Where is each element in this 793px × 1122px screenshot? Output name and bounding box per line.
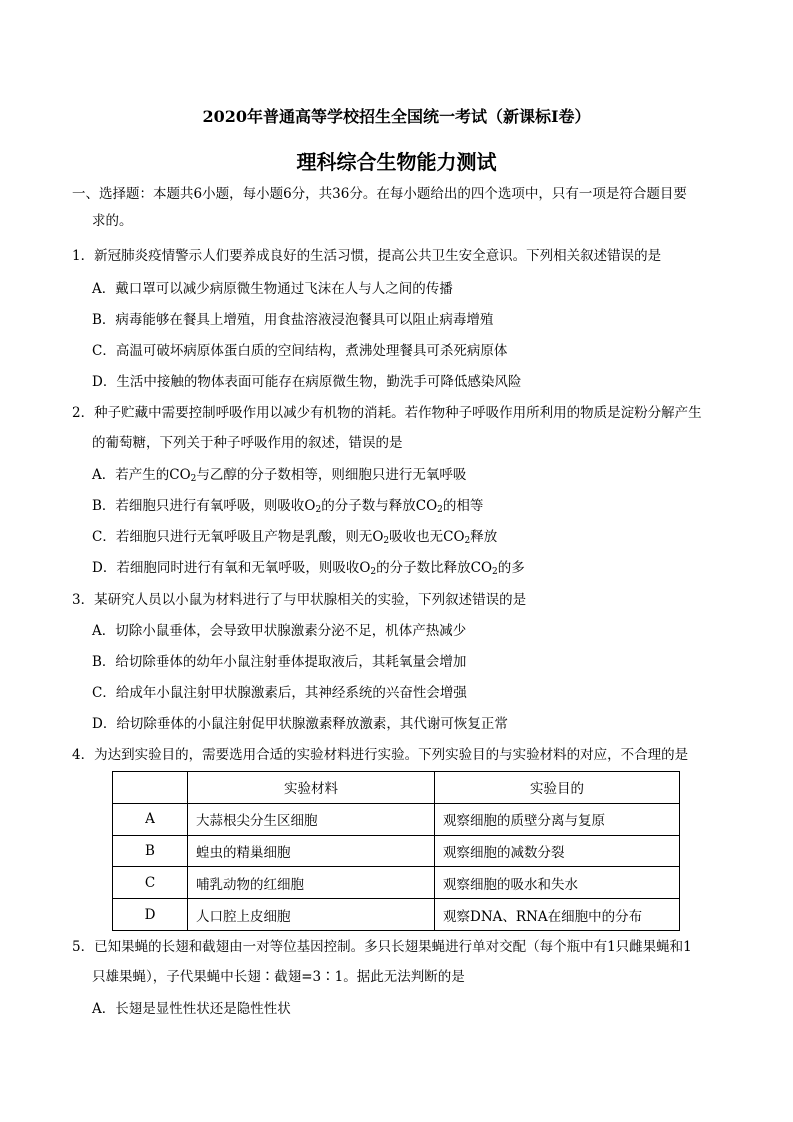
table-cell-material: 蝗虫的精巢细胞	[188, 835, 435, 867]
table-cell-material: 哺乳动物的红细胞	[188, 867, 435, 899]
q2-stem-line1: 2．种子贮藏中需要控制呼吸作用以减少有机物的消耗。若作物种子呼吸作用所利用的物质是淀粉分解产生	[72, 405, 702, 421]
table-header-material: 实验材料	[188, 772, 435, 804]
q2-option-a: A．若产生的$CO_2$与乙醇的分子数相等，则细胞只进行无氧呼吸	[92, 467, 467, 484]
table-row	[113, 899, 680, 931]
table-row	[113, 867, 680, 899]
q4-table	[112, 771, 680, 931]
q3-option-a: A．切除小鼠垂体，会导致甲状腺激素分泌不足，机体产热减少	[92, 623, 467, 639]
table-header-purpose: 实验目的	[435, 772, 680, 804]
q1-option-c: C．高温可破坏病原体蛋白质的空间结构，煮沸处理餐具可杀死病原体	[92, 343, 508, 359]
exam-title: 2020年普通高等学校招生全国统一考试（新课标Ⅰ卷）	[202, 107, 591, 126]
q2-option-c: C．若细胞只进行无氧呼吸且产物是乳酸，则无$O_2$吸收也无$CO_2$释放	[92, 529, 498, 546]
q2-option-b: B．若细胞只进行有氧呼吸，则吸收$O_2$的分子数与释放$CO_2$的相等	[92, 498, 484, 515]
q5-stem-line1: 5．已知果蝇的长翅和截翅由一对等位基因控制。多只长翅果蝇进行单对交配（每个瓶中有1只雌果蝇和1	[72, 939, 692, 955]
section-instructions-line2: 求的。	[92, 213, 133, 229]
q2-stem-line2: 的葡萄糖，下列关于种子呼吸作用的叙述，错误的是	[92, 435, 403, 451]
table-header-row	[113, 772, 680, 804]
q2-option-d: D．若细胞同时进行有氧和无氧呼吸，则吸收$O_2$的分子数比释放$CO_2$的多	[92, 560, 525, 577]
q1-option-d: D．生活中接触的物体表面可能存在病原微生物，勤洗手可降低感染风险	[92, 374, 522, 390]
exam-subtitle: 理科综合生物能力测试	[296, 150, 497, 174]
q5-stem-line2: 只雄果蝇），子代果蝇中长翅∶截翅=3∶1。据此无法判断的是	[92, 969, 465, 985]
q3-stem: 3．某研究人员以小鼠为材料进行了与甲状腺相关的实验，下列叙述错误的是	[72, 592, 527, 608]
table-cell-purpose: 观察细胞的减数分裂	[435, 835, 680, 867]
q5-option-a: A．长翅是显性性状还是隐性性状	[92, 1001, 291, 1017]
table-header-cell	[113, 772, 188, 804]
table-row	[113, 835, 680, 867]
table-row	[113, 803, 680, 835]
q1-option-b: B．病毒能够在餐具上增殖，用食盐溶液浸泡餐具可以阻止病毒增殖	[92, 312, 494, 328]
q1-stem: 1．新冠肺炎疫情警示人们要养成良好的生活习惯，提高公共卫生安全意识。下列相关叙述错误的是	[72, 248, 662, 264]
table-cell-material: 大蒜根尖分生区细胞	[188, 803, 435, 835]
table-cell-purpose: 观察细胞的质壁分离与复原	[435, 803, 680, 835]
q3-option-d: D．给切除垂体的小鼠注射促甲状腺激素释放激素，其代谢可恢复正常	[92, 716, 508, 732]
q4-stem: 4．为达到实验目的，需要选用合适的实验材料进行实验。下列实验目的与实验材料的对应，不合理的是	[72, 747, 689, 763]
table-cell-material: 人口腔上皮细胞	[188, 899, 435, 931]
section-instructions-line1: 一、选择题：本题共6小题，每小题6分，共36分。在每小题给出的四个选项中，只有一项是符合题目要	[72, 186, 687, 202]
table-row-label: A	[113, 803, 188, 835]
table-cell-purpose: 观察DNA、RNA在细胞中的分布	[435, 899, 680, 931]
table-row-label: C	[113, 867, 188, 899]
table-cell-purpose: 观察细胞的吸水和失水	[435, 867, 680, 899]
q3-option-c: C．给成年小鼠注射甲状腺激素后，其神经系统的兴奋性会增强	[92, 685, 467, 701]
table-row-label: B	[113, 835, 188, 867]
q3-option-b: B．给切除垂体的幼年小鼠注射垂体提取液后，其耗氧量会增加	[92, 654, 467, 670]
q1-option-a: A．戴口罩可以减少病原微生物通过飞沫在人与人之间的传播	[92, 281, 453, 297]
table-row-label: D	[113, 899, 188, 931]
